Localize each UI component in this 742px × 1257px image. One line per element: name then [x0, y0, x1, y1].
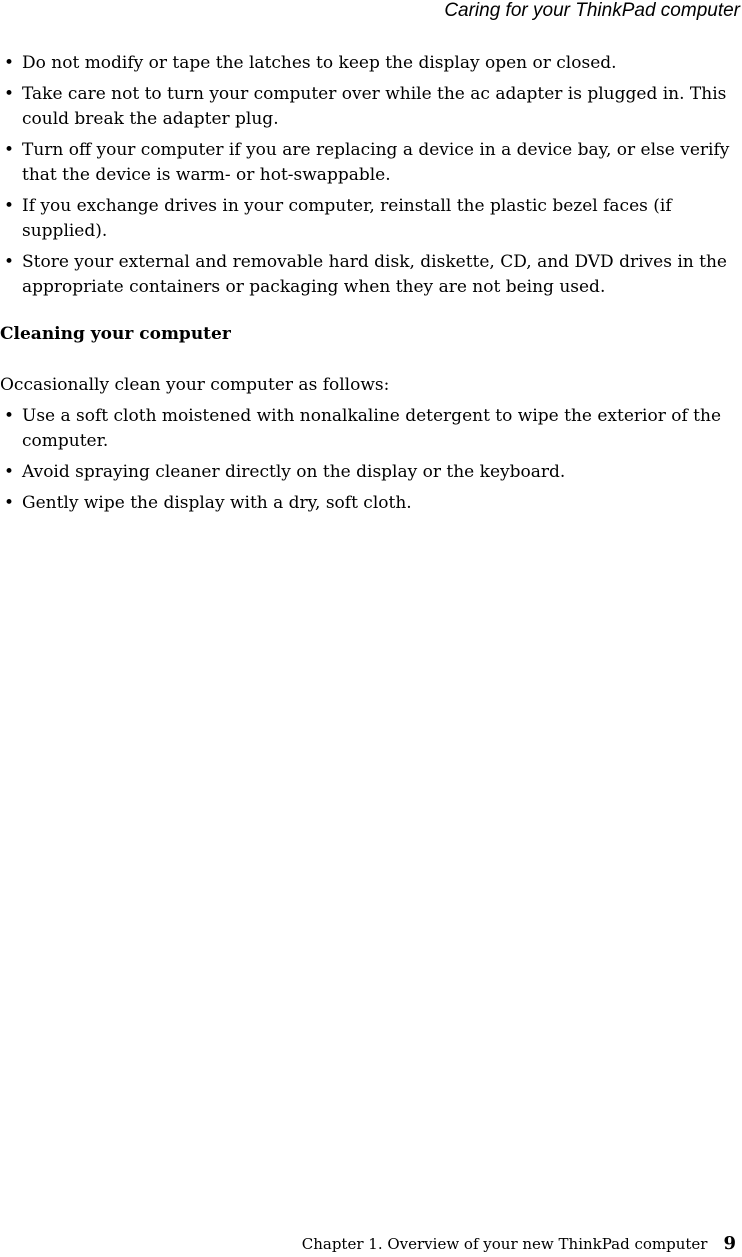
bullet-marker: •	[4, 252, 15, 272]
bullet-marker: •	[4, 196, 15, 216]
list-item-text: Avoid spraying cleaner directly on the display or the keyboard.	[22, 462, 566, 482]
running-header: Caring for your ThinkPad computer	[444, 0, 740, 21]
section-intro: Occasionally clean your computer as follows:	[0, 375, 390, 395]
list-item-text: Use a soft cloth moistened with nonalkaline detergent to wipe the exterior of the computer.	[22, 406, 722, 451]
page-footer	[302, 1232, 736, 1256]
bullet-marker: •	[4, 140, 15, 160]
list-item	[0, 460, 742, 485]
list-item	[0, 194, 742, 244]
list-item	[0, 138, 742, 188]
list-item-text: Do not modify or tape the latches to keep the display open or closed.	[22, 53, 617, 73]
bullet-marker: •	[4, 406, 15, 426]
page-number: 9	[723, 1233, 736, 1254]
bullet-marker: •	[4, 493, 15, 513]
list-item	[0, 51, 742, 76]
list-item	[0, 82, 742, 132]
list-item	[0, 491, 742, 516]
page-content	[0, 51, 742, 522]
bullet-marker: •	[4, 53, 15, 73]
bullet-marker: •	[4, 84, 15, 104]
list-item-text: If you exchange drives in your computer, reinstall the plastic bezel faces (if supplied).	[22, 196, 672, 241]
list-item-text: Gently wipe the display with a dry, soft cloth.	[22, 493, 412, 513]
list-item-text: Turn off your computer if you are replacing a device in a device bay, or else verify that the device is warm- or hot-swappable.	[22, 140, 730, 185]
cleaning-list	[0, 404, 742, 516]
bullet-marker: •	[4, 462, 15, 482]
list-item-text: Take care not to turn your computer over while the ac adapter is plugged in. This could break the adapter plug.	[22, 84, 727, 129]
chapter-label: Chapter 1. Overview of your new ThinkPad computer	[301, 1235, 708, 1253]
section-heading: Cleaning your computer	[0, 324, 231, 344]
list-item	[0, 404, 742, 454]
list-item	[0, 250, 742, 300]
list-item-text: Store your external and removable hard disk, diskette, CD, and DVD drives in the appropriate containers or packaging when they are not being used.	[22, 252, 727, 297]
care-list	[0, 51, 742, 300]
